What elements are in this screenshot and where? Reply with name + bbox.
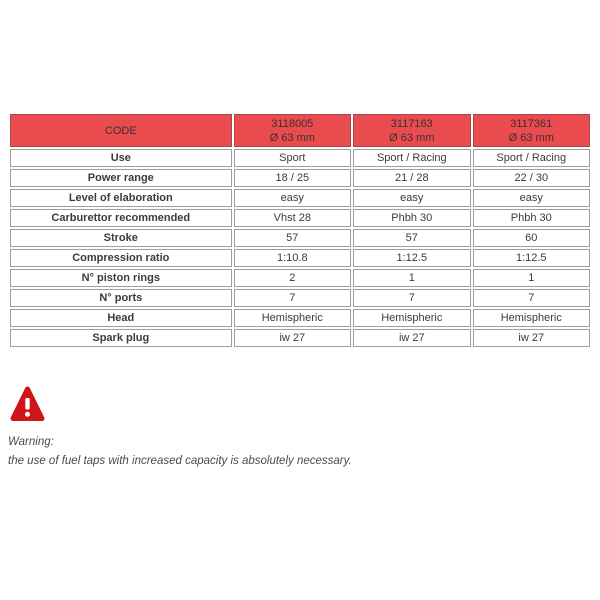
row-value: Sport [234, 149, 351, 167]
code-value: 3117163 [390, 117, 433, 130]
row-value: 1:12.5 [473, 249, 590, 267]
row-value: 57 [353, 229, 470, 247]
warning-triangle-icon [10, 385, 45, 424]
row-value: 1:12.5 [353, 249, 470, 267]
row-value: easy [473, 189, 590, 207]
warning-title: Warning: [8, 436, 54, 448]
table-row [10, 329, 590, 347]
row-value: 1:10.8 [234, 249, 351, 267]
row-value: 1 [353, 269, 470, 287]
code-value: 3117361 [510, 117, 553, 130]
row-value: 7 [353, 289, 470, 307]
row-value: iw 27 [473, 329, 590, 347]
diameter-value: Ø 63 mm [389, 131, 435, 144]
row-label: Carburettor recommended [10, 209, 232, 227]
row-label: N° ports [10, 289, 232, 307]
row-value: 60 [473, 229, 590, 247]
warning-section [8, 385, 568, 471]
row-value: 7 [234, 289, 351, 307]
row-label: Level of elaboration [10, 189, 232, 207]
table-row [10, 269, 590, 287]
row-label: Compression ratio [10, 249, 232, 267]
table-row [10, 229, 590, 247]
row-label: Stroke [10, 229, 232, 247]
table-row [10, 249, 590, 267]
spec-table [8, 112, 592, 349]
table-row [10, 149, 590, 167]
row-value: Hemispheric [473, 309, 590, 327]
row-value: 21 / 28 [353, 169, 470, 187]
row-value: Sport / Racing [353, 149, 470, 167]
row-label: Use [10, 149, 232, 167]
spec-table-body [10, 149, 590, 347]
row-label: N° piston rings [10, 269, 232, 287]
table-row [10, 169, 590, 187]
warning-message: the use of fuel taps with increased capacity is absolutely necessary. [8, 455, 352, 467]
code-column-header [473, 114, 590, 147]
row-value: 18 / 25 [234, 169, 351, 187]
table-row [10, 309, 590, 327]
row-value: 57 [234, 229, 351, 247]
table-row [10, 289, 590, 307]
diameter-value: Ø 63 mm [508, 131, 554, 144]
row-value: easy [234, 189, 351, 207]
row-value: easy [353, 189, 470, 207]
table-row [10, 189, 590, 207]
row-value: Phbh 30 [353, 209, 470, 227]
row-value: Phbh 30 [473, 209, 590, 227]
code-header-cell: CODE [10, 114, 232, 147]
row-value: Hemispheric [353, 309, 470, 327]
code-column-header [353, 114, 470, 147]
row-label: Head [10, 309, 232, 327]
row-value: iw 27 [234, 329, 351, 347]
row-value: 2 [234, 269, 351, 287]
row-value: Vhst 28 [234, 209, 351, 227]
row-value: iw 27 [353, 329, 470, 347]
row-value: Hemispheric [234, 309, 351, 327]
row-label: Power range [10, 169, 232, 187]
row-value: 1 [473, 269, 590, 287]
row-value: 7 [473, 289, 590, 307]
row-label: Spark plug [10, 329, 232, 347]
row-value: 22 / 30 [473, 169, 590, 187]
table-row [10, 209, 590, 227]
row-value: Sport / Racing [473, 149, 590, 167]
table-header-row [10, 114, 590, 147]
code-value: 3118005 [271, 117, 314, 130]
code-column-header [234, 114, 351, 147]
diameter-value: Ø 63 mm [269, 131, 315, 144]
